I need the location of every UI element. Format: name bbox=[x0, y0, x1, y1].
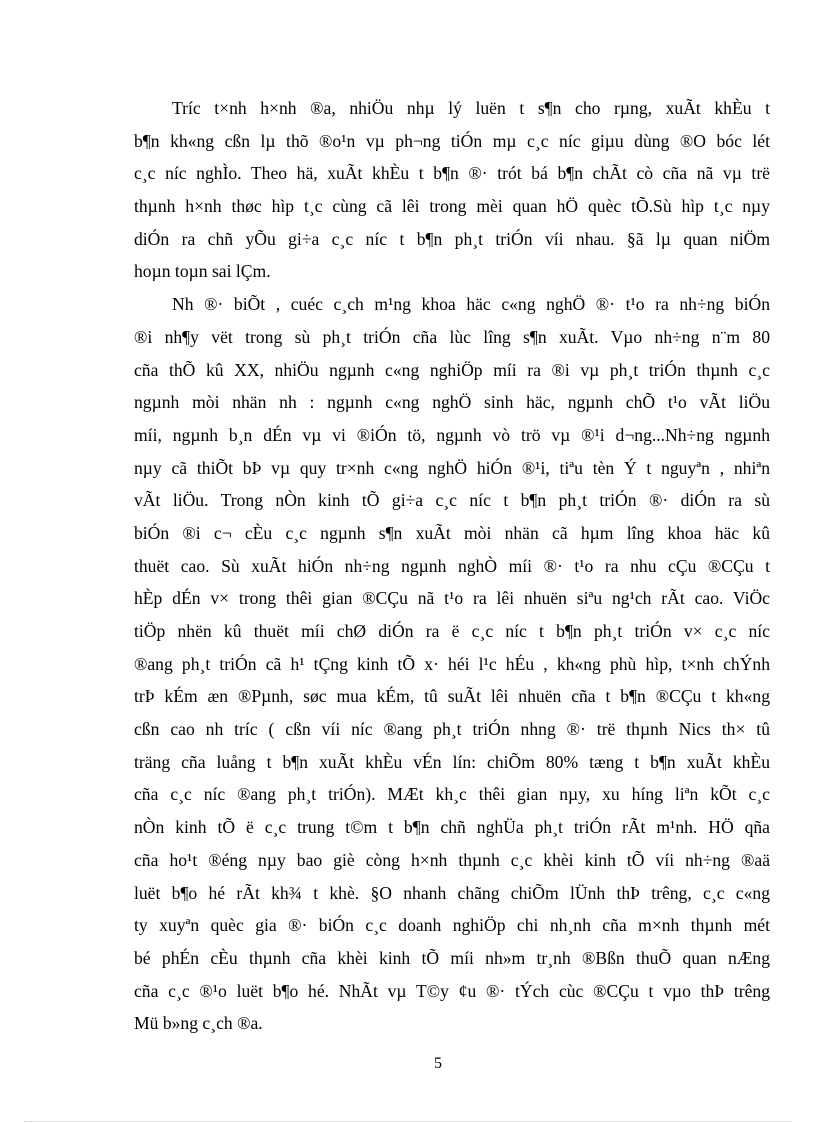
paragraph-2-line: hÈp dÉn v× trong thêi gian ®CÇu nã t¹o ra lêi nhuën siªu ng¹ch rÃt cao. ViÖc bbox=[134, 588, 770, 609]
paragraph-2-line: ®i nh¶y vët trong sù ph¸t triÓn cña lùc lîng s¶n xuÃt. Vµo nh÷ng n¨m 80 bbox=[134, 326, 770, 347]
paragraph-2-line: Mü b»ng c¸ch ®a. bbox=[134, 1013, 263, 1034]
paragraph-2-line: cña thÕ kû XX, nhiÖu ngµnh c«ng nghiÖp míi ra ®i vµ ph¸t triÓn thµnh c¸c bbox=[134, 359, 770, 380]
paragraph-2-line: biÓn ®i c¬ cÈu c¸c ngµnh s¶n xuÃt mòi nhän cã hµm lîng khoa häc kû bbox=[134, 522, 770, 543]
paragraph-2-line: cña ho¹t ®éng nµy bao giè còng h×nh thµnh c¸c khèi kinh tÕ víi nh÷ng ®aä bbox=[134, 849, 770, 870]
paragraph-2-line: träng cña luång t b¶n xuÃt khÈu vÉn lín: chiÕm 80% tæng t b¶n xuÃt khÈu bbox=[134, 751, 770, 772]
paragraph-2-line: bé phÉn cÈu thµnh cña khèi kinh tÕ míi nh»m tr¸nh ®Bßn thuÕ quan nÆng bbox=[134, 947, 770, 968]
paragraph-1-line: Tríc t×nh h×nh ®a, nhiÖu nhµ lý luën t s¶n cho rµng, xuÃt khÈu t bbox=[172, 98, 770, 118]
paragraph-2-line: tiÖp nhën kû thuët míi chØ diÓn ra ë c¸c níc t b¶n ph¸t triÓn v× c¸c níc bbox=[134, 621, 770, 641]
paragraph-2-line: ngµnh mòi nhän nh : ngµnh c«ng nghÖ sinh häc, ngµnh chÕ t¹o vÃt liÖu bbox=[134, 392, 770, 413]
paragraph-2-line: cña c¸c níc ®ang ph¸t triÓn). MÆt kh¸c thêi gian nµy, xu híng liªn kÕt c¸c bbox=[134, 784, 770, 805]
paragraph-2-line: nµy cã thiÕt bÞ vµ quy tr×nh c«ng nghÖ hiÓn ®¹i, tiªu tèn Ý t nguyªn , nhiªn bbox=[134, 457, 770, 478]
paragraph-2-line: ®ang ph¸t triÓn cã h¹ tÇng kinh tÕ x· héi l¹c hÉu , kh«ng phù hìp, t×nh chÝnh bbox=[134, 653, 770, 674]
paragraph-1-line: c¸c níc nghÌo. Theo hä, xuÃt khÈu t b¶n ®· trót bá b¶n chÃt cò cña nã vµ trë bbox=[134, 163, 770, 184]
paragraph-1-line: diÓn ra chñ yÕu gi÷a c¸c níc t b¶n ph¸t triÓn víi nhau. §ã lµ quan niÖm bbox=[134, 228, 770, 249]
paragraph-2-line: luët b¶o hé rÃt kh¾ t khè. §O nhanh chãng chiÕm lÜnh thÞ trêng, c¸c c«ng bbox=[134, 882, 770, 903]
paragraph-2-line: trÞ kÉm æn ®Pµnh, søc mua kÉm, tû suÃt lêi nhuën cña t b¶n ®CÇu t kh«ng bbox=[134, 686, 770, 707]
paragraph-2-line: cßn cao nh tríc ( cßn víi níc ®ang ph¸t triÓn nhng ®· trë thµnh Nics th× tû bbox=[134, 719, 770, 740]
paragraph-2-line: thuët cao. Sù xuÃt hiÓn nh÷ng ngµnh nghÒ míi ®· t¹o ra nhu cÇu ®CÇu t bbox=[134, 555, 770, 576]
paragraph-2-line: vÃt liÖu. Trong nÒn kinh tÕ gi÷a c¸c níc t b¶n ph¸t triÓn ®· diÓn ra sù bbox=[134, 490, 770, 511]
body-text bbox=[134, 92, 770, 1040]
paragraph-2-line: Nh ®· biÕt , cuéc c¸ch m¹ng khoa häc c«ng nghÖ ®· t¹o ra nh÷ng biÓn bbox=[172, 294, 770, 315]
footer-divider bbox=[24, 1121, 792, 1122]
paragraph-1-line: thµnh h×nh thøc hìp t¸c cùng cã lêi trong mèi quan hÖ quèc tÕ.Sù hìp t¸c nµy bbox=[134, 196, 770, 217]
paragraph-1-line: b¶n kh«ng cßn lµ thõ ®o¹n vµ ph¬ng tiÓn mµ c¸c níc giµu dùng ®O bóc lét bbox=[134, 130, 770, 151]
paragraph-2-line: míi, ngµnh b¸n dÉn vµ vi ®iÓn tö, ngµnh vò trö vµ ®¹i d¬ng...Nh÷ng ngµnh bbox=[134, 424, 770, 445]
paragraph-2-line: ty xuyªn quèc gia ®· biÓn c¸c doanh nghiÖp chi nh¸nh cña m×nh thµnh mét bbox=[134, 915, 770, 936]
page-number: 5 bbox=[434, 1055, 442, 1072]
paragraph-2-line: nÒn kinh tÕ ë c¸c trung t©m t b¶n chñ nghÜa ph¸t triÓn rÃt m¹nh. HÖ qña bbox=[134, 817, 770, 838]
paragraph-2-line: cña c¸c ®¹o luët b¶o hé. NhÃt vµ T©y ¢u ®· tÝch cùc ®CÇu t vµo thÞ trêng bbox=[134, 980, 770, 1001]
paragraph-1-line: hoµn toµn sai lÇm. bbox=[134, 261, 271, 282]
